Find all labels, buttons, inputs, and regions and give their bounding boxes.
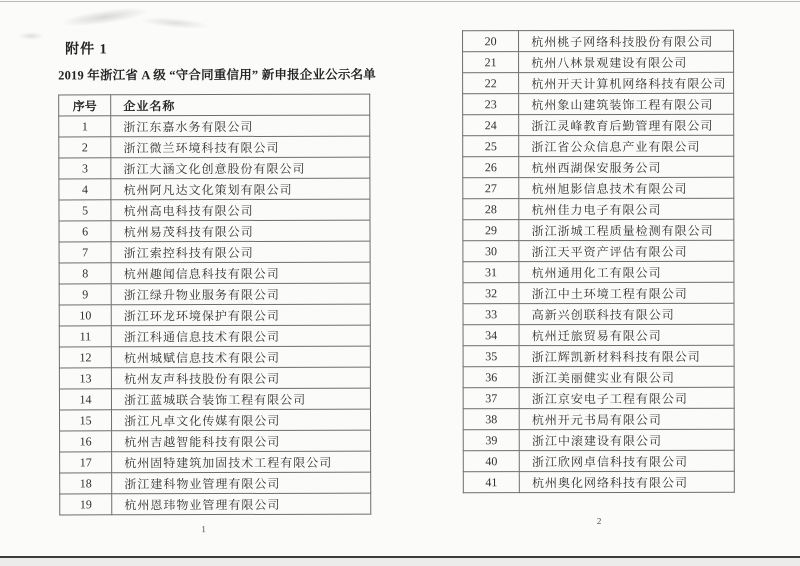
table-row: [60, 451, 371, 473]
company-name-cell: 浙江微兰环境科技有限公司: [111, 136, 370, 158]
header-company-name: 企业名称: [111, 94, 370, 116]
row-index-cell: 24: [463, 115, 519, 136]
row-index-cell: 30: [463, 241, 519, 262]
table-row: [463, 219, 734, 240]
table-row: [59, 115, 370, 137]
document-page-1: [30, 27, 430, 535]
row-index-cell: 25: [463, 136, 519, 157]
company-name-cell: 杭州桃子网络科技股份有限公司: [519, 30, 734, 51]
table-row: [463, 135, 734, 156]
row-index-cell: 16: [60, 431, 112, 452]
company-name-cell: 高新兴创联科技有限公司: [519, 303, 734, 324]
row-index-cell: 4: [59, 179, 111, 200]
row-index-cell: 32: [463, 283, 519, 304]
row-index-cell: 37: [463, 388, 519, 409]
company-name-cell: 浙江辉凯新材料科技有限公司: [519, 345, 734, 366]
company-name-cell: 杭州开天计算机网络科技有限公司: [519, 72, 734, 93]
company-name-cell: 杭州吉越智能科技有限公司: [112, 430, 371, 452]
company-name-cell: 浙江省公众信息产业有限公司: [519, 135, 734, 156]
table-row: [59, 136, 370, 158]
document-page-2: [450, 18, 780, 527]
scan-smudge: [59, 4, 150, 30]
company-name-cell: 杭州易茂科技有限公司: [111, 220, 370, 242]
company-name-cell: 浙江中土环境工程有限公司: [519, 282, 734, 303]
table-row: [59, 409, 370, 431]
company-name-cell: 浙江东嘉水务有限公司: [111, 115, 370, 137]
row-index-cell: 17: [60, 452, 112, 473]
company-name-cell: 浙江灵峰教育后勤管理有限公司: [519, 114, 734, 135]
row-index-cell: 31: [463, 262, 519, 283]
scan-smudge: [140, 15, 211, 31]
scan-edge-shade: [0, 558, 800, 566]
row-index-cell: 26: [463, 157, 519, 178]
table-row: [463, 30, 734, 51]
company-name-cell: 浙江环龙环境保护有限公司: [111, 304, 370, 326]
table-row: [463, 51, 734, 72]
table-row: [463, 156, 734, 177]
company-name-cell: 浙江建科物业管理有限公司: [112, 472, 371, 494]
company-name-cell: 浙江浙城工程质量检测有限公司: [519, 219, 734, 240]
row-index-cell: 8: [59, 263, 111, 284]
table-row: [463, 450, 734, 471]
row-index-cell: 22: [463, 73, 519, 94]
company-name-cell: 杭州友声科技股份有限公司: [112, 367, 371, 389]
table-row: [59, 367, 370, 389]
table-row: [463, 282, 734, 303]
company-name-cell: 杭州固特建筑加固技术工程有限公司: [112, 451, 371, 473]
table-row: [59, 157, 370, 179]
company-name-cell: 浙江蓝城联合装饰工程有限公司: [112, 388, 371, 410]
company-name-cell: 浙江科通信息技术有限公司: [111, 325, 370, 347]
row-index-cell: 38: [463, 409, 519, 430]
row-index-cell: 18: [60, 473, 112, 494]
page-number-1: 1: [201, 524, 206, 535]
company-name-cell: 浙江京安电子工程有限公司: [519, 387, 734, 408]
company-name-cell: 杭州城赋信息技术有限公司: [111, 346, 370, 368]
row-index-cell: 41: [463, 472, 519, 493]
row-index-cell: 33: [463, 304, 519, 325]
row-index-cell: 23: [463, 94, 519, 115]
attachment-label: 附件 1: [65, 42, 108, 58]
page-number-2: 2: [596, 516, 602, 527]
company-name-cell: 浙江天平资产评估有限公司: [519, 240, 734, 261]
company-name-cell: 杭州开元书局有限公司: [519, 408, 734, 429]
row-index-cell: 1: [59, 116, 111, 137]
row-index-cell: 35: [463, 346, 519, 367]
row-index-cell: 15: [59, 410, 111, 431]
header-index: 序号: [59, 95, 111, 116]
row-index-cell: 19: [60, 494, 112, 515]
row-index-cell: 28: [463, 199, 519, 220]
company-name-cell: 杭州恩玮物业管理有限公司: [112, 493, 371, 515]
row-index-cell: 36: [463, 367, 519, 388]
table-row: [59, 220, 370, 242]
scan-edge-top: [0, 1, 800, 2]
table-row: [59, 283, 370, 305]
company-name-cell: 杭州迁旅贸易有限公司: [519, 324, 734, 345]
company-name-cell: 杭州佳力电子有限公司: [519, 198, 734, 219]
table-row: [463, 429, 734, 450]
row-index-cell: 14: [59, 389, 111, 410]
table-row: [463, 114, 734, 135]
row-index-cell: 29: [463, 220, 519, 241]
company-name-cell: 杭州象山建筑装饰工程有限公司: [519, 93, 734, 114]
document-title: 2019 年浙江省 A 级 “守合同重信用” 新申报企业公示名单: [58, 67, 377, 83]
row-index-cell: 10: [59, 305, 111, 326]
table-row: [59, 325, 370, 347]
table-row: [463, 471, 734, 492]
company-name-cell: 杭州阿凡达文化策划有限公司: [111, 178, 370, 200]
row-index-cell: 21: [463, 52, 519, 73]
row-index-cell: 5: [59, 200, 111, 221]
company-name-cell: 杭州西湖保安服务公司: [519, 156, 734, 177]
table-row: [463, 240, 734, 261]
row-index-cell: 20: [463, 31, 519, 52]
company-name-cell: 杭州奥化网络科技有限公司: [519, 471, 734, 492]
company-name-cell: 浙江中滚建设有限公司: [519, 429, 734, 450]
table-row: [463, 198, 734, 219]
table-row: [463, 387, 734, 408]
table-row: [59, 241, 370, 263]
table-row: [463, 408, 734, 429]
company-name-cell: 杭州高电科技有限公司: [111, 199, 370, 221]
table-row: [463, 93, 734, 114]
row-index-cell: 13: [59, 368, 111, 389]
company-name-cell: 浙江大涵文化创意股份有限公司: [111, 157, 370, 179]
company-name-cell: 杭州通用化工有限公司: [519, 261, 734, 282]
table-row: [60, 472, 371, 494]
scan-smudge: [18, 32, 44, 40]
company-name-cell: 浙江索控科技有限公司: [111, 241, 370, 263]
table-row: [463, 261, 734, 282]
table-row: [463, 72, 734, 93]
row-index-cell: 27: [463, 178, 519, 199]
table-row: [60, 430, 371, 452]
row-index-cell: 40: [463, 451, 519, 472]
row-index-cell: 11: [59, 326, 111, 347]
table-row: [59, 304, 370, 326]
table-row: [463, 303, 734, 324]
row-index-cell: 6: [59, 221, 111, 242]
table-row: [59, 346, 370, 368]
table-row: [60, 493, 371, 515]
company-name-cell: 浙江绿升物业服务有限公司: [111, 283, 370, 305]
row-index-cell: 3: [59, 158, 111, 179]
company-name-cell: 浙江凡卓文化传媒有限公司: [112, 409, 371, 431]
table-row: [59, 388, 370, 410]
table-row: [59, 199, 370, 221]
table-row: [463, 345, 734, 366]
company-name-cell: 杭州趣闻信息科技有限公司: [111, 262, 370, 284]
row-index-cell: 9: [59, 284, 111, 305]
table-row: [463, 177, 734, 198]
company-name-cell: 浙江美丽健实业有限公司: [519, 366, 734, 387]
row-index-cell: 7: [59, 242, 111, 263]
company-name-cell: 杭州旭影信息技术有限公司: [519, 177, 734, 198]
row-index-cell: 34: [463, 325, 519, 346]
company-name-cell: 浙江欣网卓信科技有限公司: [519, 450, 734, 471]
row-index-cell: 12: [59, 347, 111, 368]
row-index-cell: 39: [463, 430, 519, 451]
company-table-page-1: [58, 94, 371, 516]
company-table-page-2: [462, 30, 735, 493]
company-name-cell: 杭州八林景观建设有限公司: [519, 51, 734, 72]
table-row: [463, 324, 734, 345]
table-row: [59, 262, 370, 284]
row-index-cell: 2: [59, 137, 111, 158]
table-row: [59, 178, 370, 200]
table-row: [463, 366, 734, 387]
table-header-row: [59, 94, 370, 116]
